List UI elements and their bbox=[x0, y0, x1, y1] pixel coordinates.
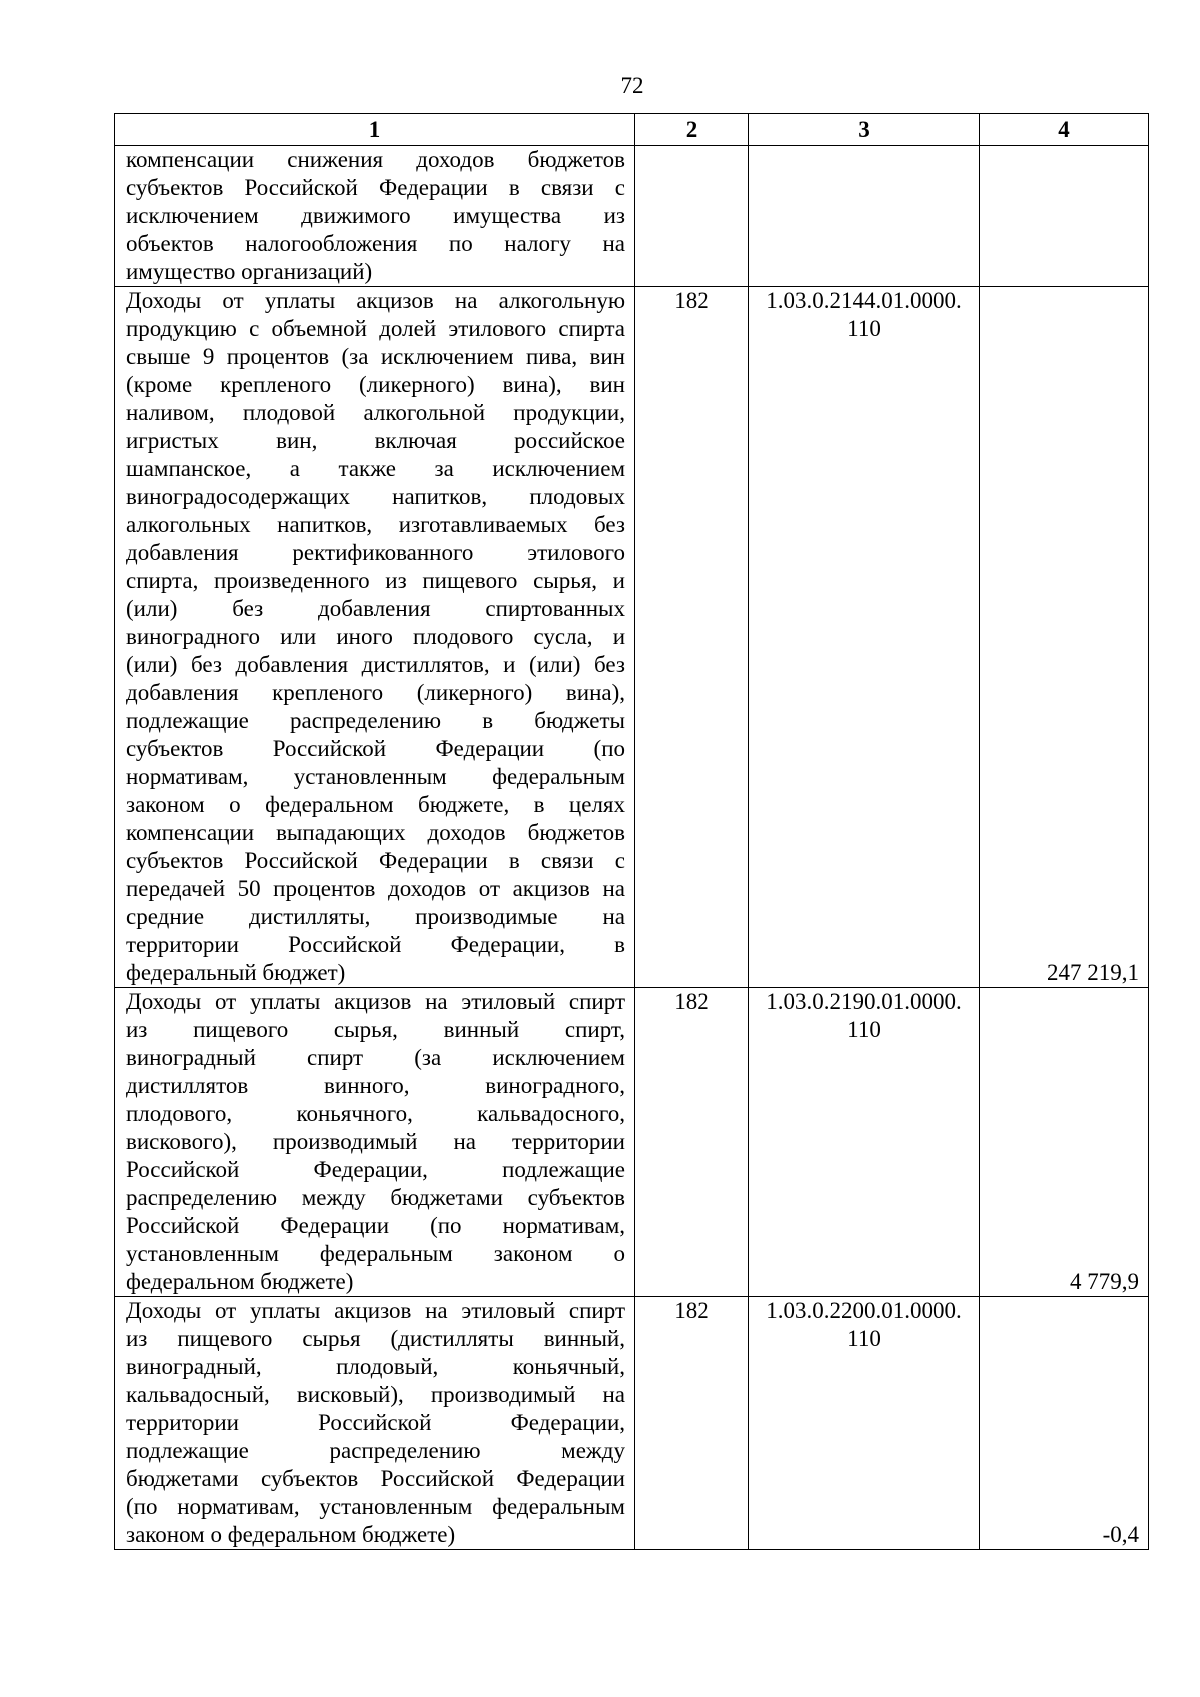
classification-code-line-2: 110 bbox=[847, 1017, 881, 1042]
description-line: добавления ректификованного этилового bbox=[126, 540, 625, 565]
description-line: передачей 50 процентов доходов от акцизов на bbox=[126, 876, 625, 901]
administrator-code-cell bbox=[635, 1297, 749, 1550]
description-line: спирта, произведенного из пищевого сырья, и bbox=[126, 568, 625, 593]
description-line: Российской Федерации (по нормативам, bbox=[126, 1213, 625, 1238]
description-line: виноградный спирт (за исключением bbox=[126, 1045, 625, 1070]
description-line: Доходы от уплаты акцизов на алкогольную bbox=[126, 288, 625, 313]
description-line: Доходы от уплаты акцизов на этиловый спирт bbox=[126, 989, 625, 1014]
description-line: субъектов Российской Федерации в связи с bbox=[126, 848, 625, 873]
budget-classification-code-cell bbox=[749, 1297, 980, 1550]
description-line: бюджетами субъектов Российской Федерации bbox=[126, 1466, 625, 1491]
classification-code-line-1: 1.03.0.2200.01.0000. bbox=[766, 1298, 962, 1323]
amount-value: -0,4 bbox=[1102, 1522, 1139, 1547]
amount-cell bbox=[980, 287, 1149, 988]
administrator-code-cell bbox=[635, 287, 749, 988]
description-line: субъектов Российской Федерации в связи с bbox=[126, 175, 625, 200]
administrator-code: 182 bbox=[674, 288, 709, 313]
budget-revenue-table bbox=[114, 113, 1149, 1550]
administrator-code: 182 bbox=[674, 989, 709, 1014]
description-line: территории Российской Федерации, bbox=[126, 1410, 625, 1435]
table-header-row bbox=[115, 114, 1149, 146]
description-line: дистиллятов винного, виноградного, bbox=[126, 1073, 625, 1098]
administrator-code-cell bbox=[635, 988, 749, 1297]
revenue-description bbox=[115, 988, 634, 1296]
description-line: субъектов Российской Федерации (по bbox=[126, 736, 625, 761]
description-line: виноградный, плодовый, коньячный, bbox=[126, 1354, 625, 1379]
classification-code-line-2: 110 bbox=[847, 1326, 881, 1351]
description-line: плодового, коньячного, кальвадосного, bbox=[126, 1101, 625, 1126]
table-row bbox=[115, 287, 1149, 988]
description-line: объектов налогообложения по налогу на bbox=[126, 231, 625, 256]
description-line: исключением движимого имущества из bbox=[126, 203, 625, 228]
description-line: распределению между бюджетами субъектов bbox=[126, 1185, 625, 1210]
description-line: из пищевого сырья, винный спирт, bbox=[126, 1017, 625, 1042]
revenue-description bbox=[115, 1297, 634, 1549]
table-row bbox=[115, 988, 1149, 1297]
revenue-description-cell bbox=[115, 146, 635, 287]
administrator-code-cell bbox=[635, 146, 749, 287]
description-line: из пищевого сырья (дистилляты винный, bbox=[126, 1326, 625, 1351]
description-line: имущество организаций) bbox=[126, 259, 373, 284]
revenue-description-cell bbox=[115, 287, 635, 988]
description-line: законом о федеральном бюджете, в целях bbox=[126, 792, 625, 817]
table-row bbox=[115, 146, 1149, 287]
description-line: Доходы от уплаты акцизов на этиловый спирт bbox=[126, 1298, 625, 1323]
description-line: компенсации снижения доходов бюджетов bbox=[126, 147, 625, 172]
classification-code-line-1: 1.03.0.2144.01.0000. bbox=[766, 288, 962, 313]
amount-value: 4 779,9 bbox=[1070, 1269, 1139, 1294]
description-line: Российской Федерации, подлежащие bbox=[126, 1157, 625, 1182]
description-line: федеральном бюджете) bbox=[126, 1269, 354, 1294]
description-line: территории Российской Федерации, в bbox=[126, 932, 625, 957]
description-line: (по нормативам, установленным федеральным bbox=[126, 1494, 625, 1519]
description-line: вискового), производимый на территории bbox=[126, 1129, 625, 1154]
description-line: кальвадосный, висковый), производимый на bbox=[126, 1382, 625, 1407]
amount-value: 247 219,1 bbox=[1047, 960, 1139, 985]
amount-cell bbox=[980, 146, 1149, 287]
revenue-description-cell bbox=[115, 1297, 635, 1550]
description-line: подлежащие распределению в бюджеты bbox=[126, 708, 625, 733]
revenue-description bbox=[115, 146, 634, 286]
table-row bbox=[115, 1297, 1149, 1550]
description-line: шампанское, а также за исключением bbox=[126, 456, 625, 481]
description-line: алкогольных напитков, изготавливаемых без bbox=[126, 512, 625, 537]
description-line: компенсации выпадающих доходов бюджетов bbox=[126, 820, 625, 845]
description-line: игристых вин, включая российское bbox=[126, 428, 625, 453]
description-line: нормативам, установленным федеральным bbox=[126, 764, 625, 789]
budget-classification-code-cell bbox=[749, 988, 980, 1297]
description-line: продукцию с объемной долей этилового спирта bbox=[126, 316, 625, 341]
revenue-description bbox=[115, 287, 634, 987]
description-line: федеральный бюджет) bbox=[126, 960, 346, 985]
description-line: подлежащие распределению между bbox=[126, 1438, 625, 1463]
column-header-2: 2 bbox=[635, 114, 749, 146]
description-line: виноградосодержащих напитков, плодовых bbox=[126, 484, 625, 509]
description-line: наливом, плодовой алкогольной продукции, bbox=[126, 400, 625, 425]
classification-code-line-2: 110 bbox=[847, 316, 881, 341]
description-line: (кроме крепленого (ликерного) вина), вин bbox=[126, 372, 625, 397]
description-line: свыше 9 процентов (за исключением пива, вин bbox=[126, 344, 625, 369]
description-line: виноградного или иного плодового сусла, и bbox=[126, 624, 625, 649]
description-line: добавления крепленого (ликерного) вина), bbox=[126, 680, 625, 705]
amount-cell bbox=[980, 1297, 1149, 1550]
budget-classification-code-cell bbox=[749, 146, 980, 287]
description-line: установленным федеральным законом о bbox=[126, 1241, 625, 1266]
administrator-code: 182 bbox=[674, 1298, 709, 1323]
description-line: (или) без добавления дистиллятов, и (или) без bbox=[126, 652, 625, 677]
description-line: (или) без добавления спиртованных bbox=[126, 596, 625, 621]
budget-classification-code-cell bbox=[749, 287, 980, 988]
revenue-description-cell bbox=[115, 988, 635, 1297]
classification-code-line-1: 1.03.0.2190.01.0000. bbox=[766, 989, 962, 1014]
column-header-4: 4 bbox=[980, 114, 1149, 146]
amount-cell bbox=[980, 988, 1149, 1297]
page-number: 72 bbox=[620, 73, 644, 98]
column-header-3: 3 bbox=[749, 114, 980, 146]
column-header-1: 1 bbox=[115, 114, 635, 146]
description-line: средние дистилляты, производимые на bbox=[126, 904, 625, 929]
description-line: законом о федеральном бюджете) bbox=[126, 1522, 456, 1547]
